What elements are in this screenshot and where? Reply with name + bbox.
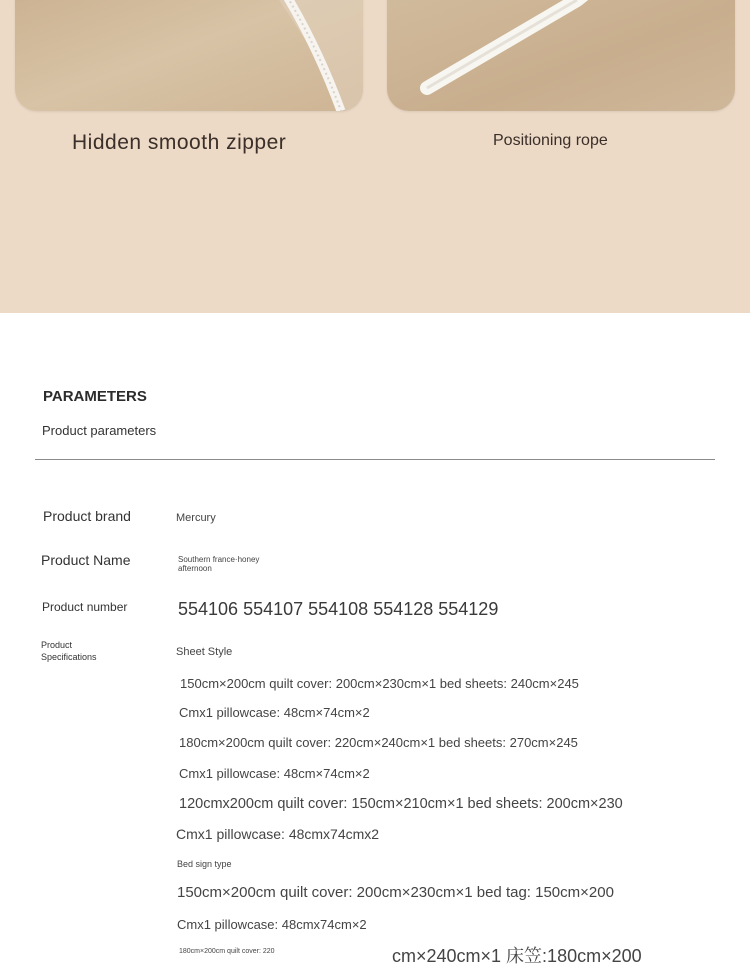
name-label: Product Name — [41, 552, 131, 568]
zipper-photo — [15, 0, 363, 111]
bed-spec-line: 150cm×200cm quilt cover: 200cm×230cm×1 bed tag: 150cm×200 — [177, 884, 614, 901]
brand-label: Product brand — [43, 508, 131, 524]
sheet-spec-line: Cmx1 pillowcase: 48cm×74cm×2 — [179, 705, 370, 720]
divider — [35, 459, 715, 460]
name-value — [178, 555, 259, 573]
parameters-subheading: Product parameters — [42, 423, 157, 438]
spec-label-line: Specifications — [41, 652, 97, 662]
sheet-style-heading: Sheet Style — [176, 646, 233, 658]
sheet-spec-line: Cmx1 pillowcase: 48cmx74cmx2 — [176, 826, 380, 842]
rope-photo — [387, 0, 735, 111]
bed-spec-line: Cmx1 pillowcase: 48cmx74cm×2 — [177, 917, 367, 932]
sheet-spec-line: 180cm×200cm quilt cover: 220cm×240cm×1 bed sheets: 270cm×245 — [179, 735, 578, 750]
sheet-spec-line: 120cmx200cm quilt cover: 150cm×210cm×1 bed sheets: 200cm×230 — [179, 796, 623, 812]
feature-section — [0, 0, 750, 313]
sheet-spec-line: Cmx1 pillowcase: 48cm×74cm×2 — [179, 766, 370, 781]
number-label: Product number — [42, 600, 128, 614]
zipper-caption: Hidden smooth zipper — [72, 131, 287, 154]
overlap-large-text: cm×240cm×1 床笠:180cm×200 — [392, 946, 642, 966]
number-value: 554106 554107 554108 554128 554129 — [178, 599, 499, 619]
spec-label — [41, 639, 97, 663]
overlap-small-text: 180cm×200cm quilt cover: 220 — [179, 948, 275, 955]
spec-label-line: Product — [41, 640, 73, 650]
sheet-spec-line: 150cm×200cm quilt cover: 200cm×230cm×1 bed sheets: 240cm×245 — [180, 676, 579, 691]
rope-caption: Positioning rope — [493, 132, 608, 149]
brand-value: Mercury — [176, 512, 216, 524]
name-value-line: Southern france·honey — [178, 555, 260, 564]
name-value-line: afternoon — [178, 564, 212, 573]
bed-sign-heading: Bed sign type — [177, 859, 232, 869]
parameters-heading: PARAMETERS — [43, 388, 147, 405]
